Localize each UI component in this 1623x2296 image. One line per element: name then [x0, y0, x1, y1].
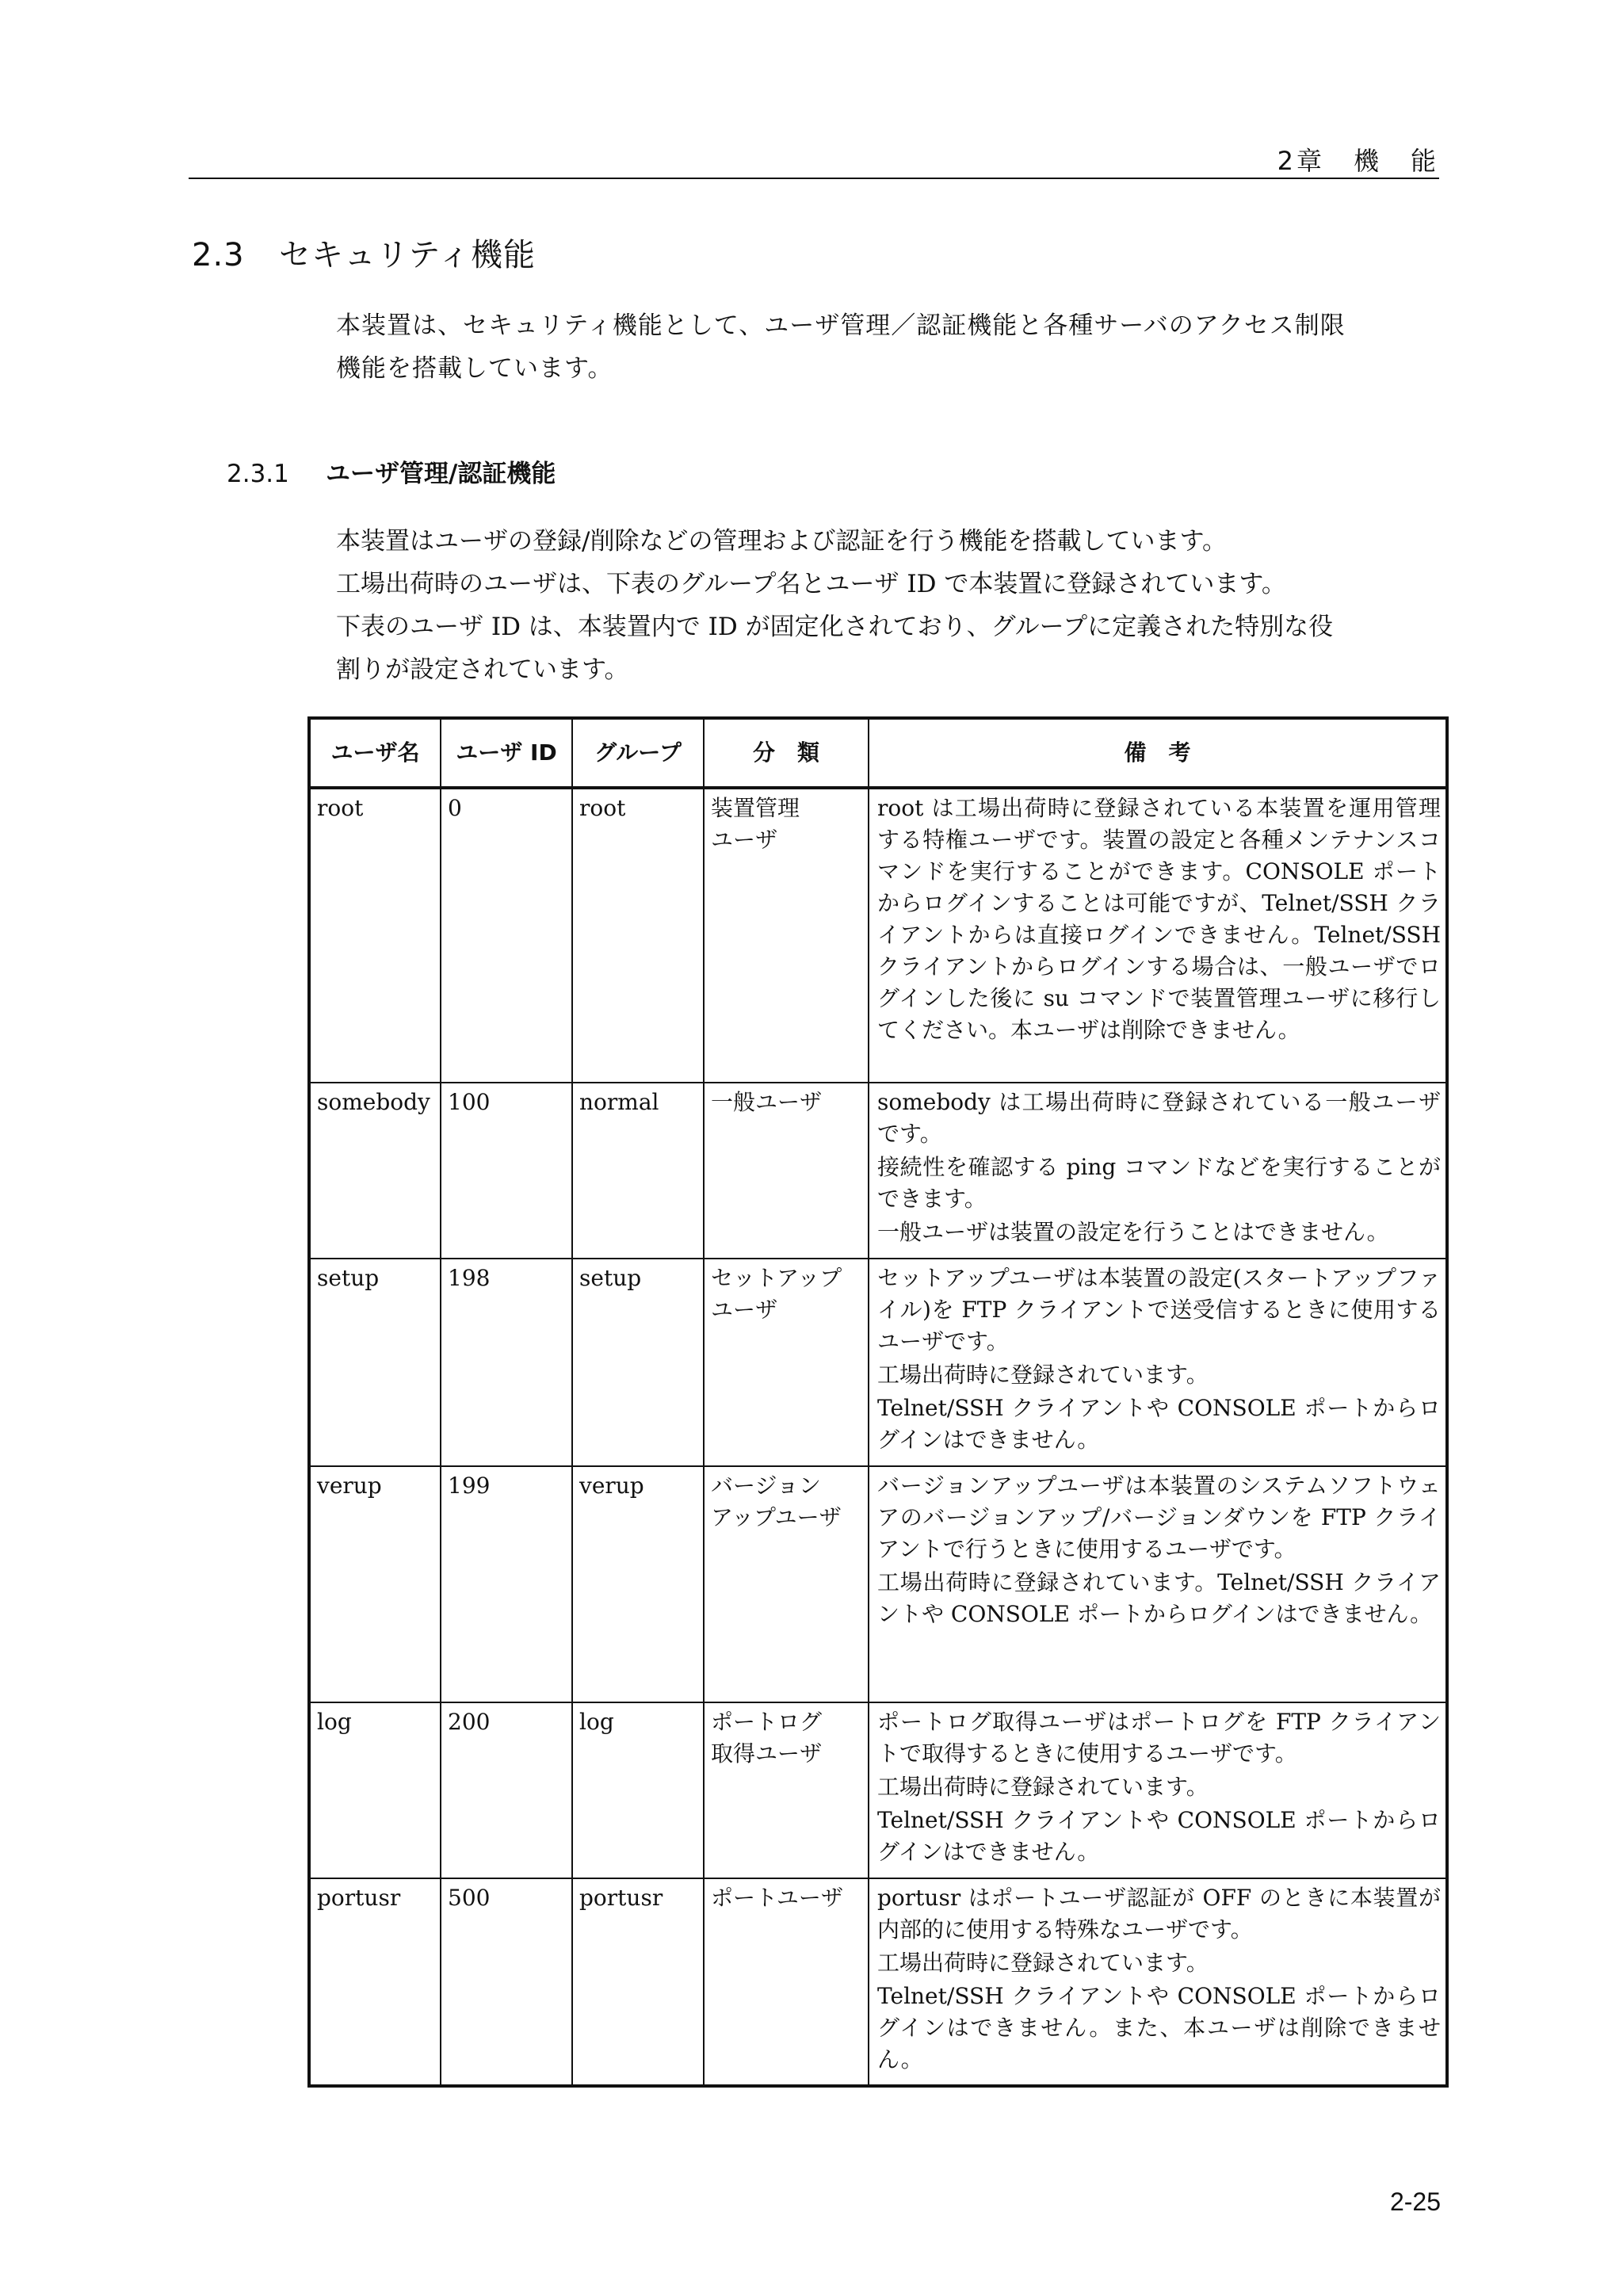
- cell-group: verup: [572, 1466, 704, 1702]
- table-row: [309, 1878, 1447, 2086]
- cell-user-name: somebody: [309, 1083, 441, 1259]
- remark-paragraph: Telnet/SSH クライアントや CONSOLE ポートからログインはできません。: [877, 1807, 1441, 1865]
- cell-user-id: 200: [441, 1702, 572, 1878]
- body-line: 割りが設定されています。: [336, 655, 629, 684]
- cell-user-id: 199: [441, 1466, 572, 1702]
- cell-group: log: [572, 1702, 704, 1878]
- remark-paragraph: ポートログ取得ユーザはポートログを FTP クライアントで取得するときに使用するユーザです。: [877, 1709, 1441, 1767]
- cell-remarks: [869, 1466, 1447, 1702]
- category-line: 取得ユーザ: [711, 1740, 823, 1767]
- cell-remarks: [869, 788, 1447, 1083]
- column-header-user-name: ユーザ名: [309, 718, 441, 788]
- cell-user-id: 198: [441, 1259, 572, 1466]
- remark-paragraph: Telnet/SSH クライアントや CONSOLE ポートからログインはできません。また、本ユーザは削除できません。: [877, 1983, 1441, 2073]
- remark-paragraph: 工場出荷時に登録されています。: [877, 1774, 1209, 1800]
- cell-category: [704, 1466, 869, 1702]
- remark-paragraph: Telnet/SSH クライアントや CONSOLE ポートからログインはできません。: [877, 1395, 1441, 1453]
- header-rule: [189, 178, 1439, 179]
- remark-paragraph: somebody は工場出荷時に登録されている一般ユーザです。: [877, 1089, 1441, 1147]
- category-line: ポートログ: [711, 1709, 823, 1735]
- category-line: ユーザ: [711, 827, 778, 853]
- cell-user-name: portusr: [309, 1878, 441, 2086]
- cell-category: [704, 1878, 869, 2086]
- remark-paragraph: portusr はポートユーザ認証が OFF のときに本装置が内部的に使用する特殊なユーザです。: [877, 1885, 1441, 1943]
- user-table: [307, 716, 1449, 2088]
- column-header-group: グループ: [572, 718, 704, 788]
- remark-paragraph: 一般ユーザは装置の設定を行うことはできません。: [877, 1219, 1389, 1245]
- remark-paragraph: 工場出荷時に登録されています。: [877, 1950, 1209, 1976]
- subsection-number: 2.3.1: [227, 460, 289, 488]
- cell-user-id: 100: [441, 1083, 572, 1259]
- remark-paragraph: 工場出荷時に登録されています。Telnet/SSH クライアントや CONSOLE ポートからログインはできません。: [877, 1569, 1441, 1627]
- remark-paragraph: 工場出荷時に登録されています。: [877, 1362, 1209, 1388]
- cell-user-id: 0: [441, 788, 572, 1083]
- remark-paragraph: root は工場出荷時に登録されている本装置を運用管理する特権ユーザです。装置の設定と各種メンテナンスコマンドを実行することができます。CONSOLE ポートからログインすることは可能ですが、Telnet/SSH クライアントからは直接ログインできません。Telnet/SSH クライアントからログインする場合は、一般ユーザでログインした後に su コマンドで装置管理ユーザに移行してください。本ユーザは削除できません。: [877, 795, 1441, 1043]
- cell-user-name: setup: [309, 1259, 441, 1466]
- category-line: バージョン: [711, 1473, 821, 1499]
- column-header-remarks: 備 考: [869, 718, 1447, 788]
- column-header-category: 分 類: [704, 718, 869, 788]
- table-row: [309, 1466, 1447, 1702]
- cell-category: [704, 1083, 869, 1259]
- cell-user-name: root: [309, 788, 441, 1083]
- body-line: 本装置はユーザの登録/削除などの管理および認証を行う機能を搭載しています。: [336, 527, 1227, 556]
- cell-remarks: [869, 1259, 1447, 1466]
- cell-category: [704, 788, 869, 1083]
- section-title-text: セキュリティ機能: [279, 237, 536, 273]
- table-row: [309, 788, 1447, 1083]
- body-line: 工場出荷時のユーザは、下表のグループ名とユーザ ID で本装置に登録されています。: [336, 570, 1286, 598]
- cell-category: [704, 1259, 869, 1466]
- remark-paragraph: バージョンアップユーザは本装置のシステムソフトウェアのバージョンアップ/バージョンダウンを FTP クライアントで行うときに使用するユーザです。: [877, 1473, 1441, 1562]
- section-title: [192, 230, 536, 275]
- category-line: アップユーザ: [711, 1504, 842, 1530]
- cell-remarks: [869, 1083, 1447, 1259]
- cell-user-name: log: [309, 1702, 441, 1878]
- cell-user-id: 500: [441, 1878, 572, 2086]
- intro-line: 本装置は、セキュリティ機能として、ユーザ管理／認証機能と各種サーバのアクセス制限: [336, 311, 1346, 340]
- category-line: 装置管理: [711, 795, 800, 821]
- cell-user-name: verup: [309, 1466, 441, 1702]
- cell-group: portusr: [572, 1878, 704, 2086]
- column-header-user-id: ユーザ ID: [441, 718, 572, 788]
- category-line: 一般ユーザ: [711, 1089, 823, 1115]
- cell-group: setup: [572, 1259, 704, 1466]
- table-row: [309, 1259, 1447, 1466]
- subsection-title: [227, 453, 556, 489]
- remark-paragraph: セットアップユーザは本装置の設定(スタートアップファイル)を FTP クライアントで送受信するときに使用するユーザです。: [877, 1265, 1441, 1354]
- running-header: 2章 機 能: [1277, 146, 1439, 176]
- subsection-body: [336, 520, 1445, 691]
- page-number: 2-25: [1389, 2187, 1441, 2216]
- cell-remarks: [869, 1878, 1447, 2086]
- body-line: 下表のユーザ ID は、本装置内で ID が固定化されており、グループに定義された特別な役: [336, 613, 1334, 641]
- table-row: [309, 1083, 1447, 1259]
- cell-category: [704, 1702, 869, 1878]
- subsection-title-text: ユーザ管理/認証機能: [326, 460, 556, 488]
- remark-paragraph: 接続性を確認する ping コマンドなどを実行することができます。: [877, 1154, 1441, 1212]
- category-line: セットアップ: [711, 1265, 842, 1291]
- cell-group: root: [572, 788, 704, 1083]
- table-header-row: [309, 718, 1447, 788]
- section-intro: [336, 304, 1445, 390]
- cell-group: normal: [572, 1083, 704, 1259]
- category-line: ユーザ: [711, 1297, 778, 1323]
- table-row: [309, 1702, 1447, 1878]
- intro-line: 機能を搭載しています。: [336, 354, 613, 383]
- cell-remarks: [869, 1702, 1447, 1878]
- section-number: 2.3: [192, 237, 245, 273]
- category-line: ポートユーザ: [711, 1885, 843, 1911]
